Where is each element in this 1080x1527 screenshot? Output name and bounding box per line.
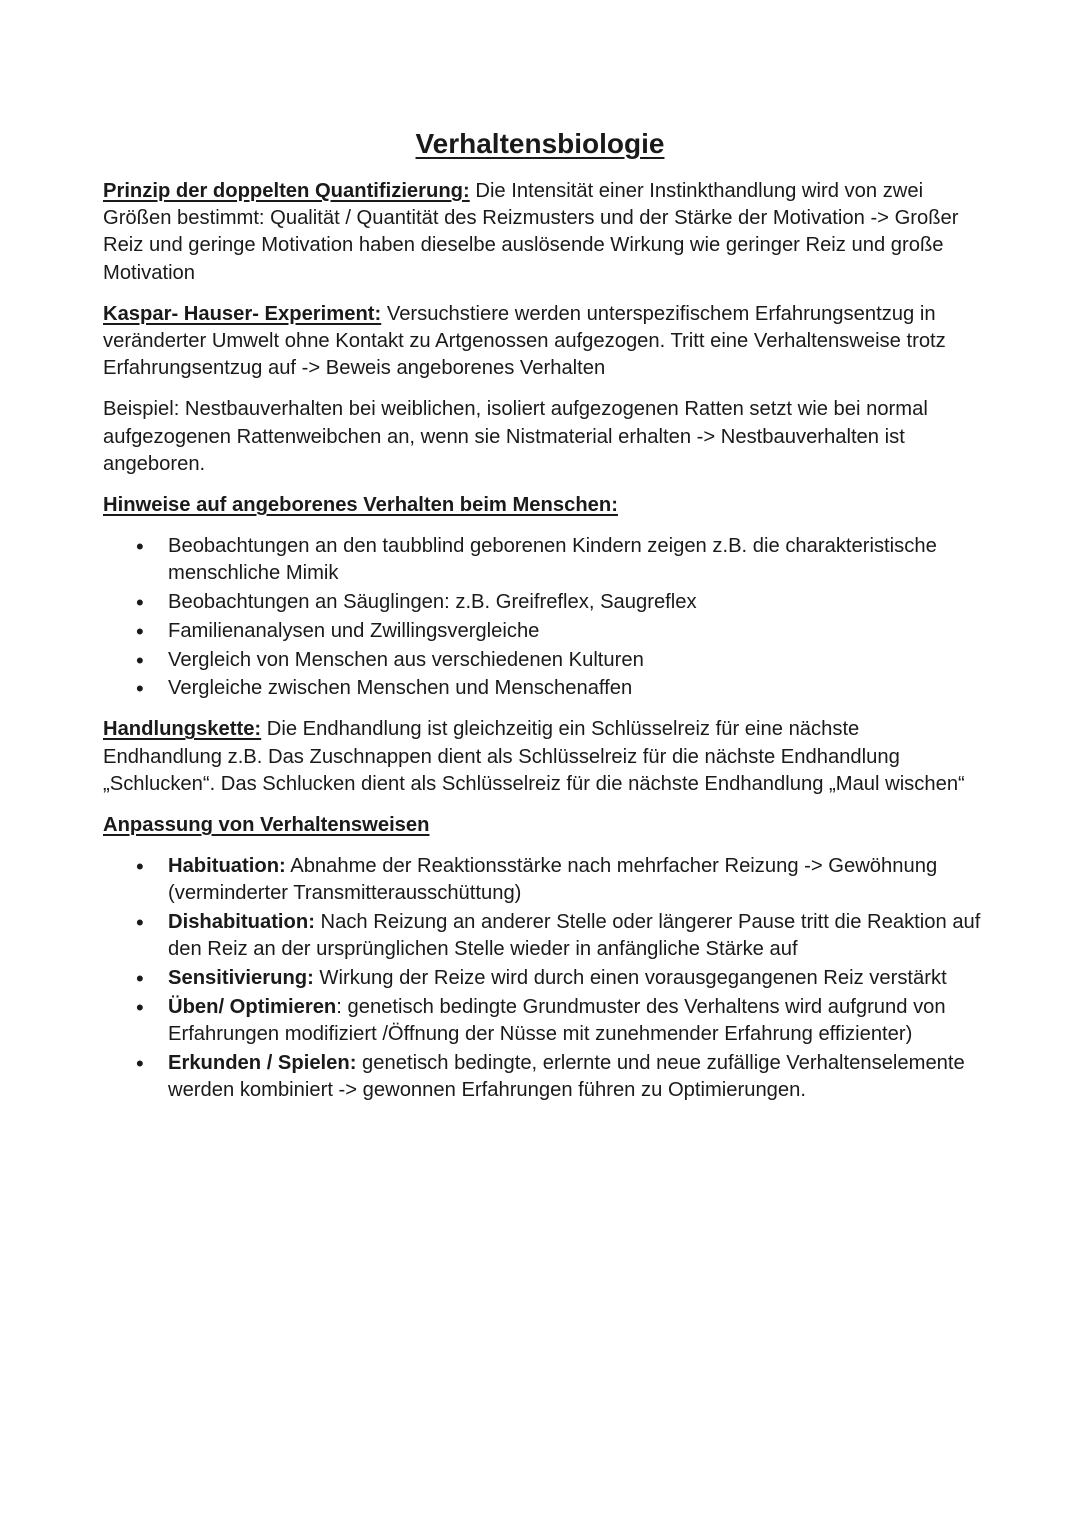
- item-term: Üben/ Optimieren: [168, 995, 337, 1018]
- item-text: genetisch bedingte, erlernte und neue zufällige Verhaltenselemente werden kombiniert -> gewonnen Erfahrungen führen zu Optimierungen.: [168, 1051, 965, 1101]
- paragraph-kaspar-hauser: [103, 301, 983, 383]
- list-item: • Beobachtungen an den taubblind geborenen Kindern zeigen z.B. die charakteristische menschliche Mimik: [103, 533, 983, 587]
- list-hinweise: [103, 533, 983, 702]
- item-term: Dishabituation:: [168, 911, 315, 934]
- list-item: [103, 1050, 983, 1104]
- list-item: [103, 853, 983, 907]
- paragraph-handlungskette: [103, 716, 983, 798]
- list-anpassung: [103, 853, 983, 1104]
- paragraph-beispiel: Beispiel: Nestbauverhalten bei weiblichen, isoliert aufgezogenen Ratten setzt wie bei normal aufgezogenen Rattenweibchen an, wenn sie Nistmaterial erhalten -> Nestbauverhalten ist angeboren.: [103, 398, 928, 475]
- list-item: • Beobachtungen an Säuglingen: z.B. Greifreflex, Saugreflex: [103, 589, 983, 616]
- paragraph-doppelte-quantifizierung: [103, 178, 983, 287]
- heading-hinweise: Hinweise auf angeborenes Verhalten beim Menschen:: [103, 494, 618, 517]
- list-item: • Vergleiche zwischen Menschen und Menschenaffen: [103, 675, 983, 702]
- item-term: Sensitivierung:: [168, 967, 314, 990]
- document-body: [103, 178, 983, 1118]
- list-item: [103, 994, 983, 1048]
- item-text: Nach Reizung an anderer Stelle oder längerer Pause tritt die Reaktion auf den Reiz an der ursprünglichen Stelle wieder in anfängliche Stärke auf: [168, 911, 981, 961]
- item-text: : genetisch bedingte Grundmuster des Verhaltens wird aufgrund von Erfahrungen modifiziert /Öffnung der Nüsse mit zunehmender Erfahrung effizienter): [168, 995, 946, 1045]
- term-label: Handlungskette:: [103, 718, 262, 741]
- paragraph-text: Versuchstiere werden unterspezifischem Erfahrungsentzug in veränderter Umwelt ohne Kontakt zu Artgenossen aufgezogen. Tritt eine Verhaltensweise trotz Erfahrungsentzug auf -> Beweis angeborenes Verhalten: [103, 302, 946, 380]
- item-term: Habituation:: [168, 855, 286, 878]
- term-label: Prinzip der doppelten Quantifizierung:: [103, 180, 470, 202]
- list-item: • Vergleich von Menschen aus verschiedenen Kulturen: [103, 647, 983, 674]
- list-item: [103, 965, 983, 992]
- paragraph-text: Die Endhandlung ist gleichzeitig ein Schlüsselreiz für eine nächste Endhandlung z.B. Das Zuschnappen dient als Schlüsselreiz für die nächste Endhandlung „Schlucken“. Das Schlucken dient als Schlüsselreiz für die nächste Endhandlung „Maul wischen“: [103, 718, 965, 795]
- list-item: • Familienanalysen und Zwillingsvergleiche: [103, 618, 983, 645]
- heading-anpassung: Anpassung von Verhaltensweisen: [103, 814, 430, 837]
- paragraph-text: Die Intensität einer Instinkthandlung wird von zwei Größen bestimmt: Qualität / Quantität des Reizmusters und der Stärke der Motivation -> Großer Reiz und geringe Motivation haben dieselbe auslösende Wirkung wie geringer Reiz und große Motivation: [103, 180, 959, 284]
- item-term: Erkunden / Spielen:: [168, 1051, 357, 1074]
- page-title: Verhaltensbiologie: [415, 128, 665, 159]
- term-label: Kaspar- Hauser- Experiment:: [103, 302, 382, 325]
- item-text: Wirkung der Reize wird durch einen vorausgegangenen Reiz verstärkt: [313, 967, 947, 990]
- item-text: Abnahme der Reaktionsstärke nach mehrfacher Reizung -> Gewöhnung (verminderter Transmitterausschüttung): [168, 855, 938, 905]
- list-item: [103, 909, 983, 963]
